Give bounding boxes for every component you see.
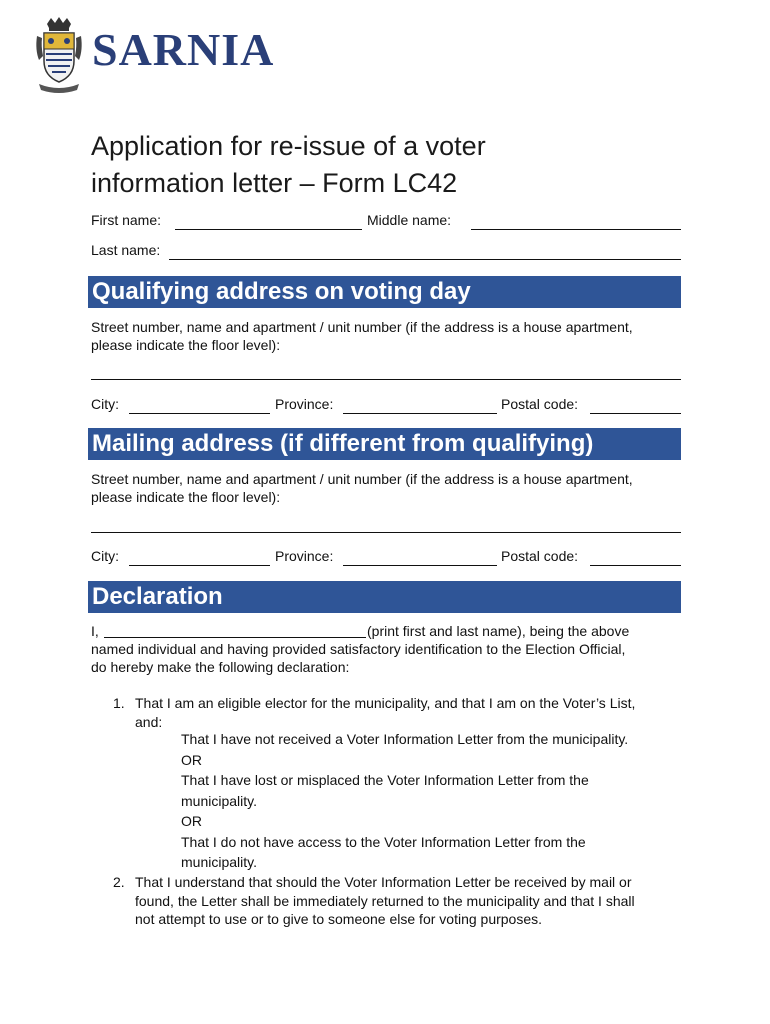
qualifying-address-heading: Qualifying address on voting day	[88, 276, 681, 308]
qualifying-postal-field[interactable]	[590, 413, 681, 414]
middle-name-label: Middle name:	[367, 212, 452, 228]
item-1-line-2: and:	[135, 713, 163, 730]
mailing-instruction	[91, 470, 683, 506]
mailing-street-field[interactable]	[91, 532, 681, 533]
mailing-province-field[interactable]	[343, 565, 497, 566]
title-line-2: information letter – Form LC42	[91, 168, 458, 198]
item-1-number: 1.	[113, 695, 125, 711]
last-name-row	[91, 242, 681, 264]
item-2-line-1: That I understand that should the Voter Information Letter be received by mail or	[135, 874, 632, 890]
or-2: OR	[181, 813, 202, 829]
mailing-instruction-line-2: please indicate the floor level):	[91, 489, 281, 505]
qualifying-city-field[interactable]	[129, 413, 270, 414]
qualifying-province-field[interactable]	[343, 413, 497, 414]
qualifying-instruction-line-1: Street number, name and apartment / unit number (if the address is a house apartment,	[91, 319, 633, 335]
name-row	[91, 212, 681, 234]
sub-option-1: That I have not received a Voter Information Letter from the municipality.	[181, 731, 629, 747]
first-name-label: First name:	[91, 212, 162, 228]
sub-option-3-line-2: municipality.	[181, 854, 257, 870]
item-1-line-1: That I am an eligible elector for the municipality, and that I am on the Voter’s List,	[135, 695, 636, 711]
mailing-postal-label: Postal code:	[501, 548, 579, 564]
qualifying-street-field[interactable]	[91, 379, 681, 380]
declaration-item-1	[113, 694, 683, 731]
mailing-instruction-line-1: Street number, name and apartment / unit number (if the address is a house apartment,	[91, 471, 633, 487]
declaration-item-2	[113, 873, 683, 929]
mailing-province-label: Province:	[275, 548, 334, 564]
qualifying-instruction-line-2: please indicate the floor level):	[91, 337, 281, 353]
qualifying-province-label: Province:	[275, 396, 334, 412]
mailing-city-field[interactable]	[129, 565, 270, 566]
item-2-line-3: not attempt to use or to give to someone else for voting purposes.	[135, 911, 543, 927]
declaration-sub-options	[181, 729, 681, 873]
sub-option-3-line-1: That I do not have access to the Voter Information Letter from the	[181, 833, 586, 850]
qualifying-postal-label: Postal code:	[501, 396, 579, 412]
declaration-intro-line-2: named individual and having provided satisfactory identification to the Election Official,	[91, 641, 626, 657]
qualifying-instruction	[91, 318, 683, 354]
mailing-postal-field[interactable]	[590, 565, 681, 566]
declaration-intro-line-3: do hereby make the following declaration:	[91, 659, 350, 675]
item-2-line-2: found, the Letter shall be immediately returned to the municipality and that I shall	[135, 892, 635, 909]
last-name-label: Last name:	[91, 242, 161, 258]
sub-option-2-line-1: That I have lost or misplaced the Voter Information Letter from the	[181, 772, 589, 788]
qualifying-city-row	[91, 396, 681, 418]
mailing-address-heading: Mailing address (if different from qualifying)	[88, 428, 681, 460]
mailing-city-row	[91, 548, 681, 570]
or-1: OR	[181, 751, 202, 768]
declaration-intro-start: I,	[91, 623, 99, 639]
first-name-field[interactable]	[175, 229, 362, 230]
page-title	[91, 128, 486, 202]
middle-name-field[interactable]	[471, 229, 681, 230]
title-line-1: Application for re-issue of a voter	[91, 131, 486, 161]
declaration-intro-rest: (print first and last name), being the above	[367, 623, 630, 639]
last-name-field[interactable]	[169, 259, 681, 260]
mailing-city-label: City:	[91, 548, 119, 564]
declarant-name-field[interactable]	[104, 637, 366, 638]
brand-wordmark: SARNIA	[92, 24, 275, 75]
item-2-number: 2.	[113, 874, 125, 890]
sub-option-2-line-2: municipality.	[181, 792, 257, 809]
qualifying-city-label: City:	[91, 396, 119, 412]
declaration-heading: Declaration	[88, 581, 681, 613]
city-crest-icon	[33, 16, 85, 96]
